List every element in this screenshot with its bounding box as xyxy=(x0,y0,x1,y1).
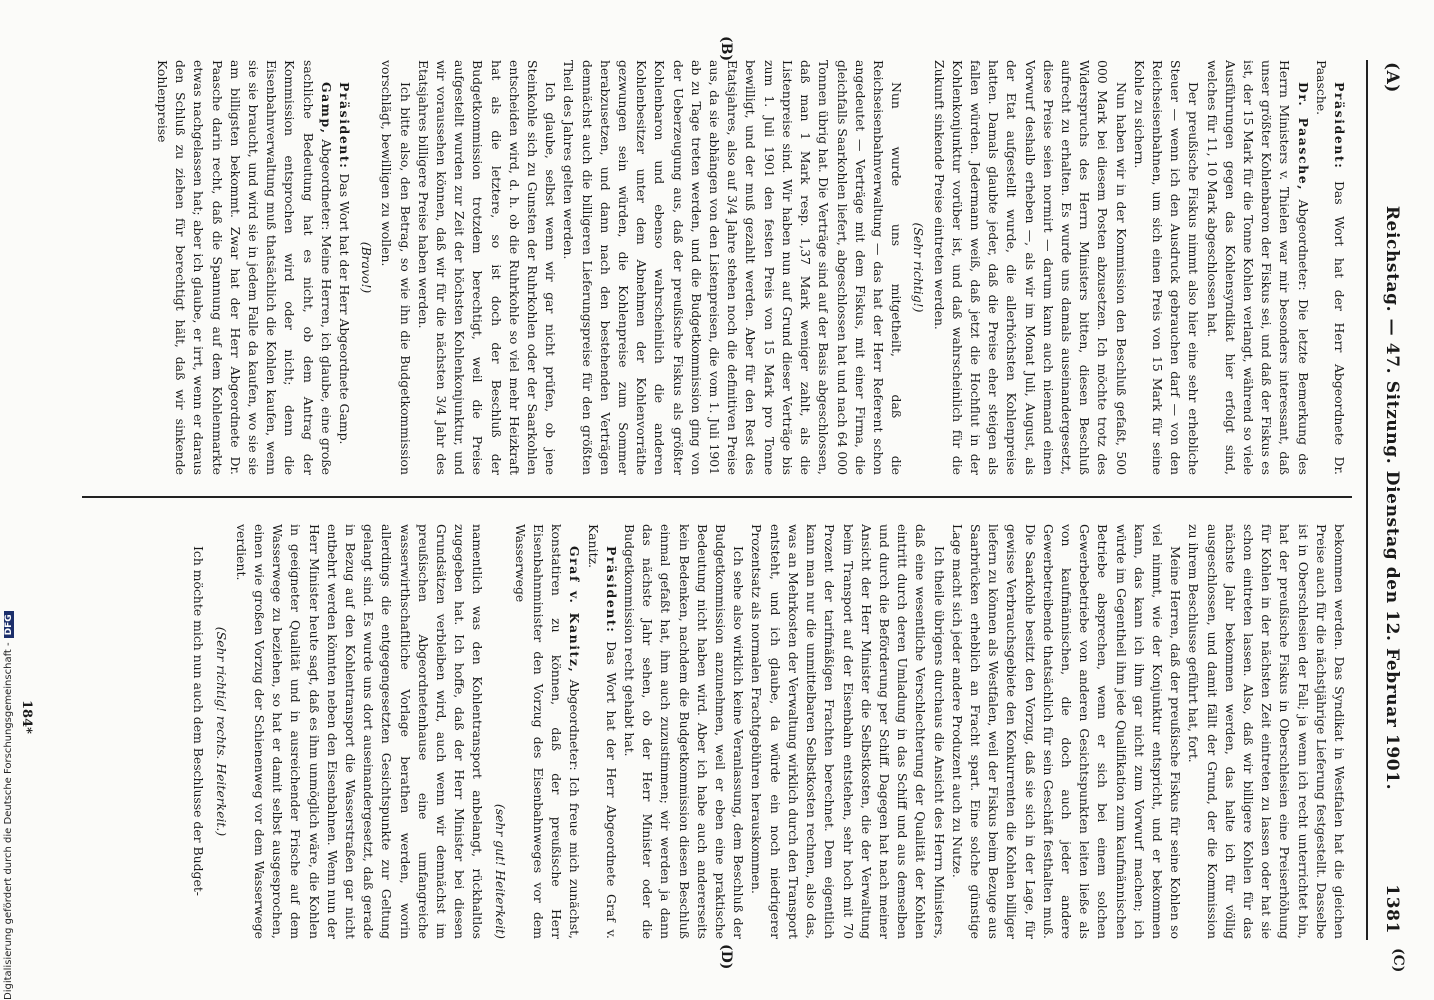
speaker-name: Gamp, xyxy=(318,82,334,135)
header-rule xyxy=(1366,60,1368,940)
dfg-logo: DFG xyxy=(4,611,14,638)
interjection: (Sehr richtig!) xyxy=(911,222,927,313)
paragraph: Gamp, Abgeordneter: Meine Herren, ich glaube, eine große sachliche Bedeutung hat es nicht, ob dem Antrag der Kommission entsprochen wird oder nicht; denn die Eisenbahnverwaltung muß thatsächlich die Kohlen kaufen, wenn sie sie braucht, und wird sie in jedem Falle da kaufen, wo sie sie am billigsten bekommt. Zwar hat der Herr Abgeordnete Dr. Paasche darin recht, daß die Spannung auf dem Kohlenmarkte etwas nachgelassen hat; aber ich glaube, er irrt, wenn er daraus den Schluß zu ziehen für berechtigt hält, daß wir sinkende Kohlenpreise xyxy=(155,60,334,475)
paragraph: Graf v. Kanitz, Abgeordneter: Ich freue mich zunächst, konstatiren zu können, daß der preußische Herr Eisenbahnminister den Vorzug des Eisenbahnweges vor dem Wasserwege xyxy=(512,524,583,939)
paragraph: Ich bitte also, den Betrag, so wie ihn die Budgetkommission vorschlägt, bewilligen zu wollen. xyxy=(379,60,413,475)
marker-d: (D) xyxy=(718,944,734,970)
paragraph: Präsident: Das Wort hat der Herr Abgeordnete Gamp. xyxy=(337,82,353,445)
paragraph: Nun wurde uns mitgetheilt, daß die Reichseisenbahnverwaltung — das hat der Herr Referent schon angedeutet — Verträge mit dem Fiskus, mit einer Firma, die gleichfalls Saarkohlen liefert, abgeschlossen hat und nach 64 000 Tonnen übrig hat. Die Verträge sind auf der Basis abgeschlossen, daß man 1 Mark resp. 1,37 Mark weniger zahlt, als die Listenpreise sind. Wir haben nun auf Grund dieser Verträge bis zum 1. Juli 1901 den festen Preis von 15 Mark pro Tonne bewilligt, und der muß gezahlt werden. Aber für den Rest des Etatsjahres, also auf 3/4 Jahre stehen noch die definitiven Preise aus, da sie abhängen von den Listenpreisen, die vom 1. Juli 1901 ab zu Tage treten werden, und die Budgetkommission ging von der Ueberzeugung aus, daß der preußische Fiskus als größter Kohlenbaron und ebenso wahrscheinlich die anderen Kohlenbesitzer unter dem Abnehmen der Kohlenvorräthe gezwungen sein würden, die Kohlenpreise zum Sommer herabzusetzen, und dann nach den bestehenden Verträgen demnächst auch die billigeren Lieferungspreise für den größten Theil des Jahres gelten werden. xyxy=(561,60,905,475)
left-column xyxy=(84,60,1348,475)
paragraph: Der preußische Fiskus nimmt also hier eine sehr erhebliche Steuer — wenn ich den Ausdruck gebrauchen darf — von den Reichseisenbahnen, um sich einen Preis von 15 Mark für seine Kohle zu sichern. xyxy=(1131,60,1202,475)
paragraph: Ich möchte mich nun auch dem Beschlusse der Budget- xyxy=(191,546,207,896)
footer-text: Digitalisierung gefördert durch die Deutsche Forschungsgemeinschaft - xyxy=(3,642,14,1000)
paragraph: Präsident: Das Wort hat der Herr Abgeordnete Dr. Paasche. xyxy=(1313,60,1347,475)
paragraph: Dr. Paasche, Abgeordneter: Die letzte Bemerkung des Herrn Ministers v. Thielen war mir besonders interessant, daß unser größter Kohlenbaron der Fiskus sei, und daß der Fiskus es ist, der 15 Mark für die Tonne Kohlen verlangt, während so viele Ausführungen gegen das Kohlensyndikat hier erfolgt sind, welches für 11, 10 Mark abgeschlossen hat. xyxy=(1204,60,1311,475)
marker-a: (A) xyxy=(1382,62,1402,94)
page-header xyxy=(1372,62,1412,934)
sheet-signature: 184* xyxy=(19,700,34,734)
column-separator xyxy=(82,496,1352,498)
interjection: (Sehr richtig! rechts. Heiterkeit.) xyxy=(213,626,229,837)
paragraph: Präsident: Das Wort hat der Herr Abgeordnete Graf v. Kanitz. xyxy=(585,524,619,939)
paragraph: Meine Herren, daß der preußische Fiskus für seine Kohlen so viel nimmt, wie der Konjunktur entspricht, und er bekommen kann, das kann ich ihm gar nicht zum Vorwurf machen; ich würde im Gegentheil ihm jede Qualifikation zum kaufmännischen Betriebe absprechen, wenn er sich bei einem solchen Gewerbebetriebe von anderen Gesichtspunkten leiten ließe als von kaufmännischen, die doch auch jeder andere Gewerbetreibende thatsächlich für sein Geschäft festhalten muß. Die Saarkohle besitzt den Vorzug, daß sie sich in der Lage, für gewisse Verbrauchsgebiete den Konkurrenten die Kohlen billiger liefern zu können als Westfalen, weil der Fiskus beim Bezuge aus Saarbrücken erheblich an Fracht spart. Eine solche günstige Lage macht sich jeder andere Produzent auch zu Nutze. xyxy=(949,524,1184,939)
paragraph: Ich theile übrigens durchaus die Ansicht des Herrn Ministers, daß eine wesentliche Verschlechterung der Qualität der Kohlen eintritt durch deren Umladung in das Schiff und aus demselben und durch die Beförderung per Schiff. Dagegen hat nach meiner Ansicht der Herr Minister die Selbstkosten, die der Verwaltung beim Transport auf der Eisenbahn entstehen, sehr hoch mit 70 Prozent der tarifmäßigen Frachten berechnet. Dem eigentlich kann man nur die unmittelbaren Selbstkosten rechnen, also das, was an Mehrkosten der Verwaltung wirklich durch den Transport entsteht, und ich glaube, da würde ein noch niedrigerer Prozentsatz als normalen Frachtgebühren herauskommen. xyxy=(749,524,947,939)
right-column xyxy=(88,524,1348,939)
digitization-footer xyxy=(3,0,17,1000)
paragraph: Ich sehe also wirklich keine Veranlassung, dem Beschluß der Budgetkommission anzunehmen, weil er eben eine praktische Bedeutung nicht haben wird. Aber ich habe auch andererseits kein Bedenken, nachdem die Budgetkommission diesen Beschluß einmal gefaßt hat, ihm auch zuzustimmen; wir werden ja dann das nächste Jahr sehen, ob der Herr Minister oder die Budgetkommission recht gehabt hat. xyxy=(622,524,747,939)
speaker-name: Graf v. Kanitz, xyxy=(567,546,583,674)
marker-c: (C) xyxy=(1390,948,1406,973)
running-title: Reichstag. — 47. Sitzung. Dienstag den 12. Februar 1901. xyxy=(1382,205,1402,791)
paragraph: Nun haben wir in der Kommission den Beschluß gefaßt, 500 000 Mark bei diesem Posten abzusetzen. Ich möchte trotz des Widerspruchs des Herrn Ministers bitten, diesen Beschluß aufrecht zu erhalten. Es wurde uns damals auseinandergesetzt, diese Preise seien normirt — darum kann auch niemand einen Vorwurf deshalb erheben —, als wir im Monat Juli, August, als der Etat aufgestellt wurde, die allerhöchsten Kohlenpreise hatten. Damals glaubte jeder, daß die Preise eher steigen als fallen würden. Jedermann weiß, daß jetzt die Hochflut in der Kohlenkonjunktur vorüber ist, und daß wahrscheinlich für die Zukunft sinkende Preise eintreten werden. xyxy=(931,60,1129,475)
speaker-name: Präsident: xyxy=(1332,82,1347,170)
paragraph: Ich glaube, selbst wenn wir gar nicht prüfen, ob jene Steinkohle sich zu Gunsten der Ruhrkohlen oder der Saarkohlen entscheiden wird, d. h. ob die Ruhrkohle so viel mehr Heizkraft hat als die letztere, so ist doch der Beschluß der Budgetkommission trotzdem berechtigt, weil die Preise aufgestellt wurden zur Zeit der höchsten Kohlenkonjunktur, und wir voraussehen können, daß wir für die nächsten 3/4 Jahr des Etatsjahres billigere Preise haben werden. xyxy=(415,60,559,475)
page-number: 1381 xyxy=(1382,884,1402,934)
paragraph: namentlich was den Kohlentransport anbelangt, rückhaltlos zugegeben hat. Ich hoffe, daß der Herr Minister bei diesen Grundsätzen verbleiben wird, auch wenn wir demnächst im preußischen Abgeordnetenhause eine umfangreiche wasserwirthschaftliche Vorlage berathen werden, worin allerdings die entgegengesetzten Gesichtspunkte zur Geltung gelangt sind. Es wurde uns dort auseinandergesetzt, daß gerade in Bezug auf den Kohlentransport die Wasserstraßen gar nicht entbehrt werden könnten neben den Eisenbahnen. Wenn nun der Herr Minister heute sagt, daß es ihm unmöglich wäre, die Kohlen in geeigneter Qualität und in ausreichender Frische auf dem Wasserwege zu beziehen, so hat er damit selbst ausgesprochen, einen wie großen Vorzug der Schienenweg vor dem Wasserwege verdient. xyxy=(233,524,486,939)
marker-b: (B) xyxy=(718,36,734,62)
speaker-name: Dr. Paasche, xyxy=(1295,82,1311,192)
speaker-name: Präsident: xyxy=(603,546,619,634)
speaker-name: Präsident: xyxy=(337,82,353,170)
interjection: (sehr gut! Heiterkeit) xyxy=(492,803,508,939)
interjection: (Bravo!) xyxy=(359,241,375,294)
paragraph: bekommen werden. Das Syndikat in Westfalen hat die gleichen Preise auch für die nächstjährige Lieferung festgestellt. Dasselbe ist in Oberschlesien der Fall; ja wenn ich recht unterrichtet bin, hat der preußische Fiskus in Oberschlesien eine Preiserhöhung für Kohlen in der nächsten Zeit eintreten zu lassen oder hat sie schon eintreten lassen. Also, daß wir billigere Kohlen für das nächste Jahr bekommen werden, das halte ich für völlig ausgeschlossen, und damit fällt der Grund, der die Kommission zu ihrem Beschlusse geführt hat, fort. xyxy=(1186,524,1347,939)
